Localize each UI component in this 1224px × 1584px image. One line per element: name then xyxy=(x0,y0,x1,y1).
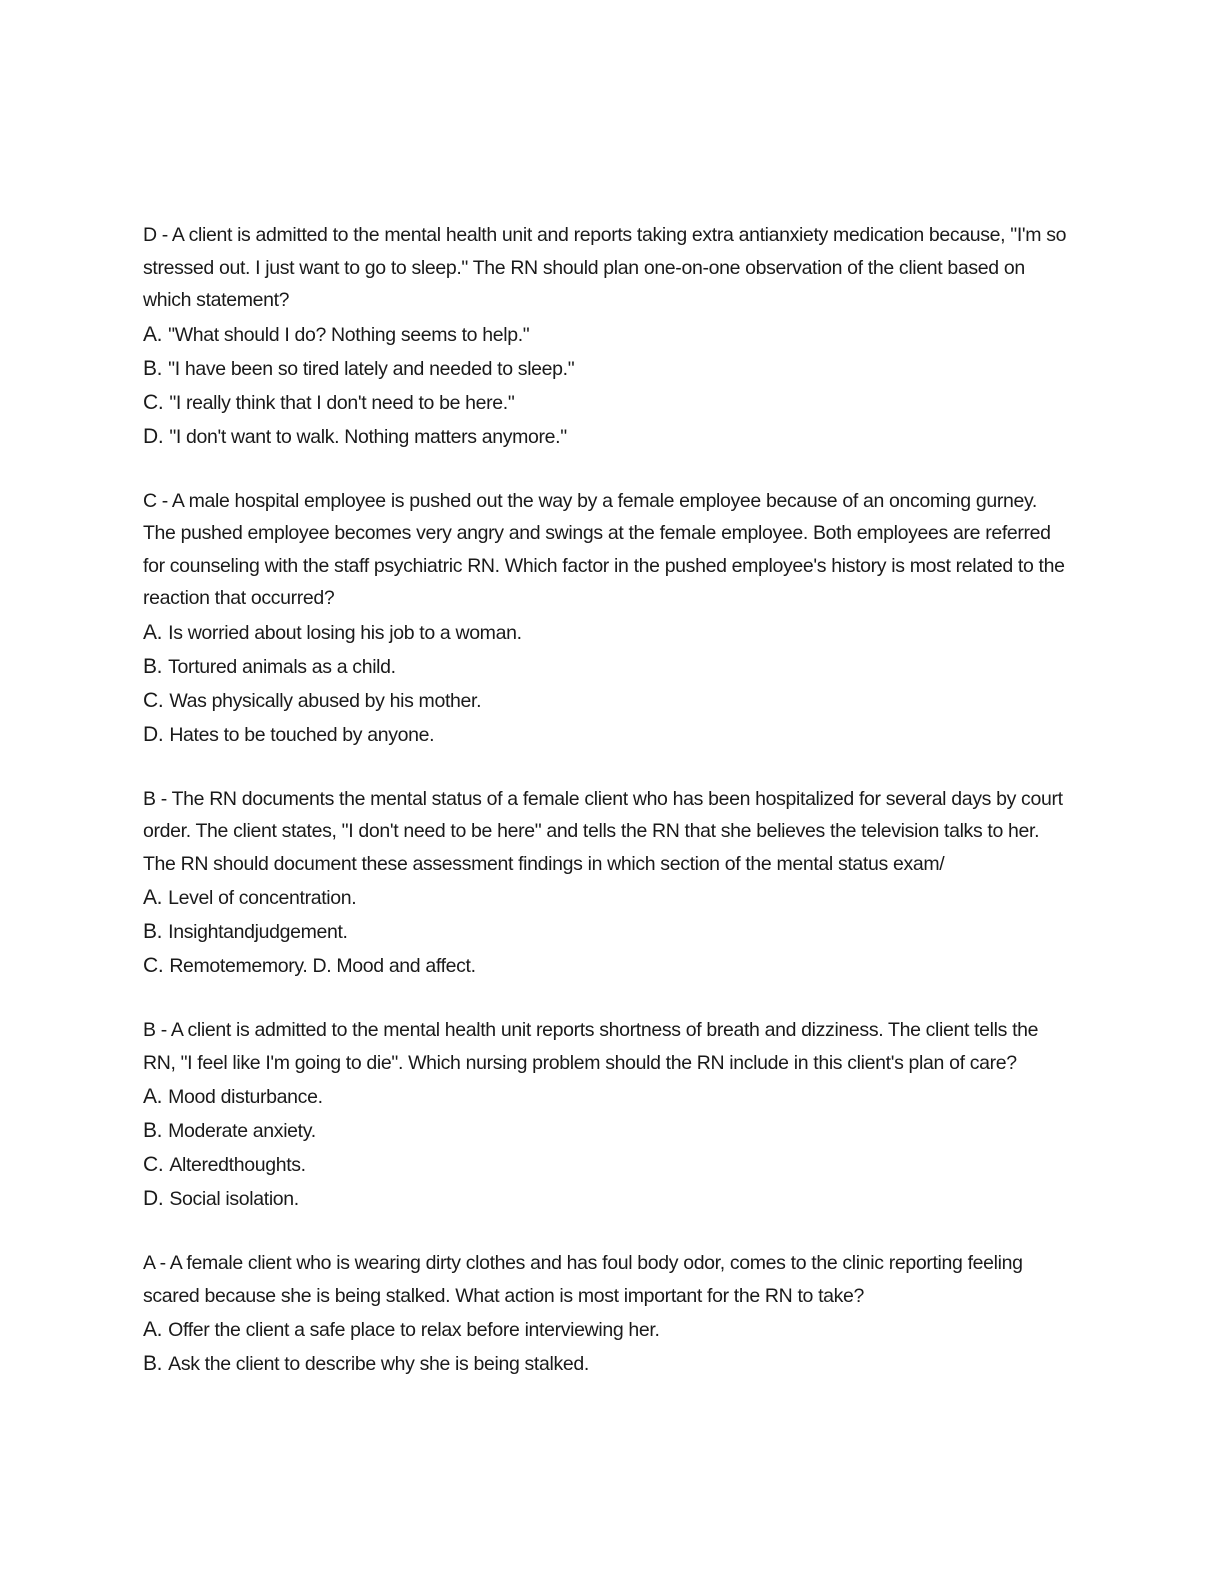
question-1 xyxy=(143,219,1073,454)
option-letter: C. xyxy=(143,954,164,977)
answer-option-a xyxy=(143,1080,1073,1114)
option-letter: C. xyxy=(143,688,164,712)
option-letter: D. xyxy=(143,1187,164,1210)
answer-option-a xyxy=(143,881,1073,915)
answer-option-b xyxy=(143,1114,1073,1148)
option-letter: B. xyxy=(143,654,163,678)
option-text: Is worried about losing his job to a woman. xyxy=(168,621,522,644)
option-letter: B. xyxy=(143,1119,163,1142)
option-text: Remotememory. D. Mood and affect. xyxy=(169,955,476,977)
option-text: Mood disturbance. xyxy=(168,1086,323,1108)
option-letter: A. xyxy=(143,620,163,644)
option-text: Moderate anxiety. xyxy=(168,1120,316,1142)
question-stem: B - The RN documents the mental status of a female client who has been hospitalized for several days by court order. The client states, "I don't need to be here" and tells the RN that she believes the television talks to her. The RN should document these assessment findings in which section of the mental status exam/ xyxy=(143,787,1063,875)
answer-options xyxy=(143,881,1073,983)
option-letter: C. xyxy=(143,1153,164,1176)
question-4 xyxy=(143,1014,1073,1216)
question-stem: A - A female client who is wearing dirty clothes and has foul body odor, comes to the clinic reporting feeling scared because she is being stalked. What action is most important for the RN to take? xyxy=(143,1252,1023,1307)
option-text: Alteredthoughts. xyxy=(169,1154,306,1176)
option-letter: B. xyxy=(143,356,163,380)
answer-option-d xyxy=(143,718,1073,752)
question-stem: B - A client is admitted to the mental health unit reports shortness of breath and dizziness. The client tells the RN, "I feel like I'm going to die". Which nursing problem should the RN include in this client's plan of care? xyxy=(143,1019,1039,1074)
question-3 xyxy=(143,783,1073,984)
option-letter: C. xyxy=(143,390,164,414)
option-text: Insightandjudgement. xyxy=(168,921,348,943)
option-text: "I have been so tired lately and needed to sleep." xyxy=(168,357,575,380)
question-5 xyxy=(143,1247,1073,1381)
answer-option-a xyxy=(143,1313,1073,1347)
answer-option-c xyxy=(143,1148,1073,1182)
answer-option-c xyxy=(143,949,1073,983)
option-text: Tortured animals as a child. xyxy=(168,655,396,678)
answer-option-c xyxy=(143,684,1073,718)
answer-options xyxy=(143,318,1073,454)
option-letter: D. xyxy=(143,722,164,746)
option-text: Level of concentration. xyxy=(168,887,357,909)
option-letter: A. xyxy=(143,1085,163,1108)
answer-option-c xyxy=(143,386,1073,420)
option-letter: B. xyxy=(143,1352,163,1375)
question-stem: C - A male hospital employee is pushed out the way by a female employee because of an oncoming gurney. The pushed employee becomes very angry and swings at the female employee. Both employees are referred for counseling with the staff psychiatric RN. Which factor in the pushed employee's history is most related to the reaction that occurred? xyxy=(143,489,1065,609)
answer-options xyxy=(143,1313,1073,1381)
answer-options xyxy=(143,616,1073,752)
document-page xyxy=(143,219,1073,1412)
option-text: Offer the client a safe place to relax before interviewing her. xyxy=(168,1319,660,1341)
answer-option-d xyxy=(143,1182,1073,1216)
option-letter: A. xyxy=(143,886,163,909)
option-text: Was physically abused by his mother. xyxy=(169,689,482,712)
answer-option-a xyxy=(143,616,1073,650)
option-text: Ask the client to describe why she is being stalked. xyxy=(168,1353,589,1375)
answer-option-b xyxy=(143,352,1073,386)
question-stem: D - A client is admitted to the mental health unit and reports taking extra antianxiety medication because, "I'm so stressed out. I just want to go to sleep." The RN should plan one-on-one observation of the client based on which statement? xyxy=(143,224,1067,311)
option-text: "What should I do? Nothing seems to help." xyxy=(168,323,530,346)
answer-option-b xyxy=(143,915,1073,949)
option-letter: B. xyxy=(143,920,163,943)
answer-option-d xyxy=(143,420,1073,454)
option-text: Social isolation. xyxy=(169,1188,299,1210)
option-text: "I don't want to walk. Nothing matters anymore." xyxy=(169,425,567,448)
answer-option-a xyxy=(143,318,1073,352)
option-letter: D. xyxy=(143,424,164,448)
answer-options xyxy=(143,1080,1073,1216)
answer-option-b xyxy=(143,650,1073,684)
answer-option-b xyxy=(143,1347,1073,1381)
option-letter: A. xyxy=(143,322,163,346)
option-text: Hates to be touched by anyone. xyxy=(169,723,435,746)
option-text: "I really think that I don't need to be here." xyxy=(169,391,515,414)
option-letter: A. xyxy=(143,1318,163,1341)
question-2 xyxy=(143,485,1073,752)
